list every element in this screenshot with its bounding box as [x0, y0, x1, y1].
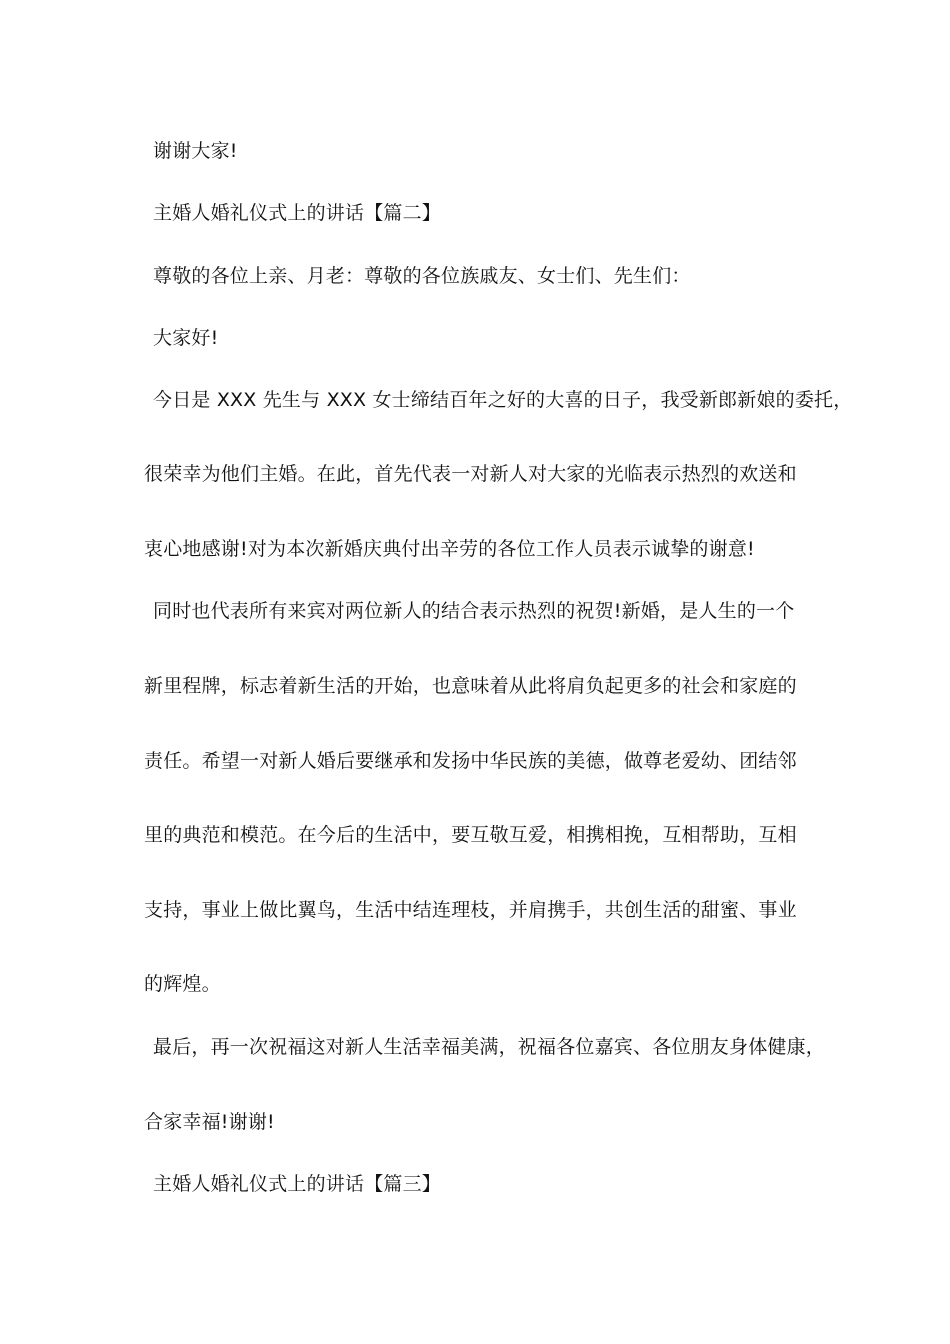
greeting: 大家好!: [153, 327, 219, 349]
paragraph-line: 今日是 XXX 先生与 XXX 女士缔结百年之好的大喜的日子，我受新郎新娘的委托，: [153, 389, 853, 411]
paragraph-line: 责任。希望一对新人婚后要继承和发扬中华民族的美德，做尊老爱幼、团结邻: [144, 750, 797, 772]
paragraph-line: 支持，事业上做比翼鸟，生活中结连理枝，并肩携手，共创生活的甜蜜、事业: [144, 899, 797, 921]
section-heading-part-two: 主婚人婚礼仪式上的讲话【篇二】: [153, 202, 442, 224]
closing-thanks: 谢谢大家!: [153, 140, 238, 162]
paragraph-line: 很荣幸为他们主婚。在此，首先代表一对新人对大家的光临表示热烈的欢送和: [144, 463, 797, 485]
salutation: 尊敬的各位上亲、月老：尊敬的各位族戚友、女士们、先生们：: [153, 265, 691, 287]
paragraph-line: 同时也代表所有来宾对两位新人的结合表示热烈的祝贺!新婚，是人生的一个: [153, 600, 795, 622]
paragraph-line: 衷心地感谢!对为本次新婚庆典付出辛劳的各位工作人员表示诚挚的谢意!: [144, 538, 755, 560]
section-heading-part-three: 主婚人婚礼仪式上的讲话【篇三】: [153, 1173, 442, 1195]
paragraph-line: 最后，再一次祝福这对新人生活幸福美满，祝福各位嘉宾、各位朋友身体健康，: [153, 1036, 826, 1058]
paragraph-line: 新里程牌，标志着新生活的开始，也意味着从此将肩负起更多的社会和家庭的: [144, 675, 797, 697]
paragraph-line: 里的典范和模范。在今后的生活中，要互敬互爱，相携相挽，互相帮助，互相: [144, 824, 797, 846]
paragraph-line: 的辉煌。: [144, 973, 221, 995]
paragraph-line: 合家幸福!谢谢!: [144, 1111, 275, 1133]
